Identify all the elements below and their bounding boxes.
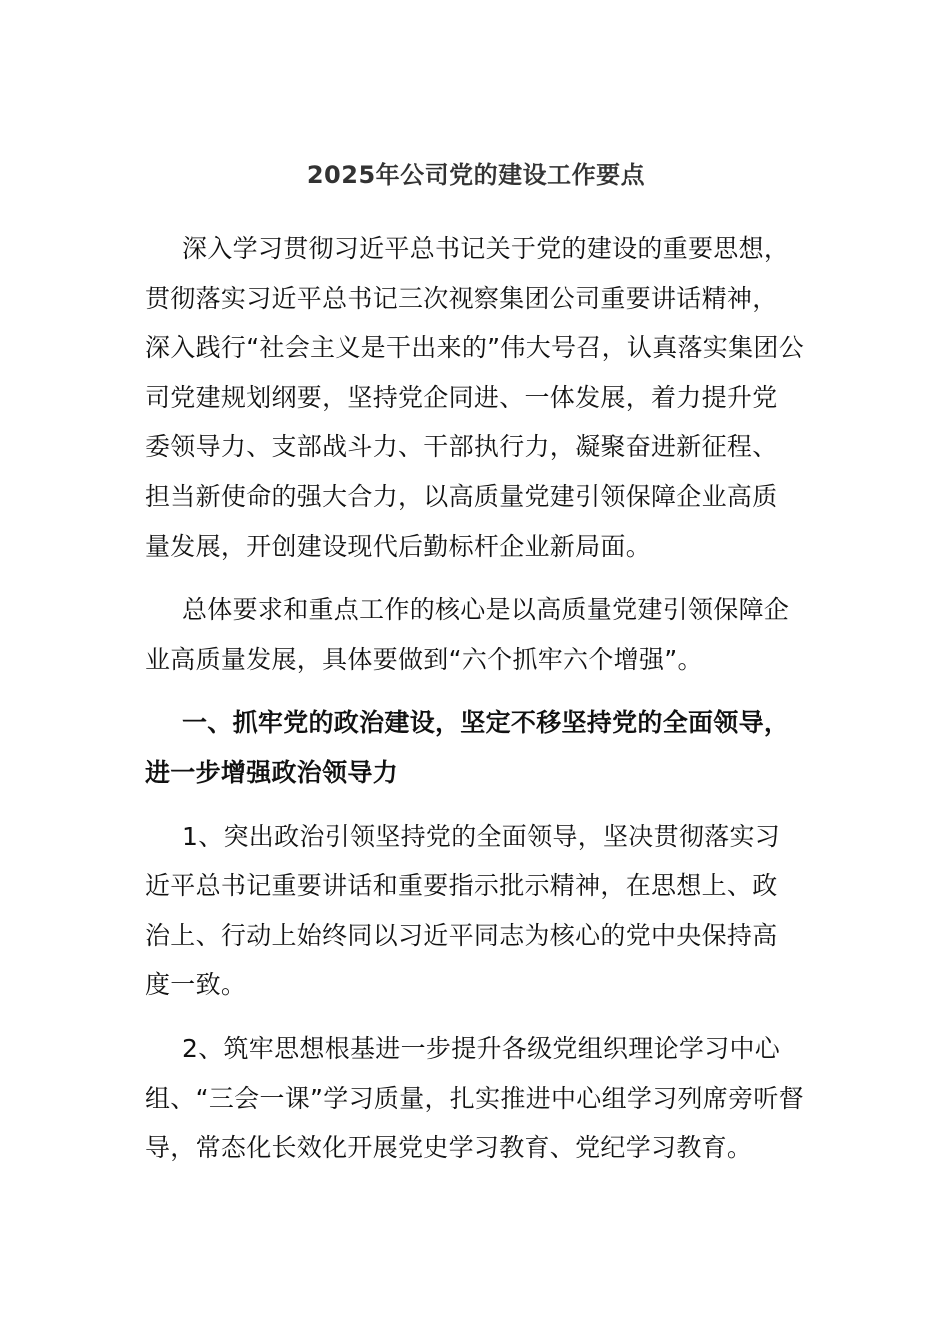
paragraph-line: 总体要求和重点工作的核心是以高质量党建引领保障企: [182, 595, 790, 625]
paragraph-line: 司党建规划纲要，坚持党企同进、一体发展，着力提升党: [145, 382, 778, 412]
paragraph-line: 1、突出政治引领坚持党的全面领导，坚决贯彻落实习: [182, 821, 781, 851]
intro-paragraph: [145, 224, 807, 571]
document-title: 2025年公司党的建设工作要点: [306, 161, 646, 189]
section-heading: [145, 698, 807, 797]
paragraph-line: 2、筑牢思想根基进一步提升各级党组织理论学习中心: [182, 1033, 781, 1063]
paragraph-line: 度一致。: [145, 970, 247, 1000]
paragraph-line: 组、“三会一课”学习质量，扎实推进中心组学习列席旁听督: [145, 1083, 805, 1113]
paragraph-line: 深入学习贯彻习近平总书记关于党的建设的重要思想，: [182, 234, 790, 263]
paragraph-line: 量发展，开创建设现代后勤标杆企业新局面。: [145, 531, 652, 561]
paragraph-line: 深入践行“社会主义是干出来的”伟大号召，认真落实集团公: [145, 333, 805, 363]
paragraph-line: 治上、行动上始终同以习近平同志为核心的党中央保持高: [145, 920, 778, 950]
paragraph-line: 近平总书记重要讲话和重要指示批示精神，在思想上、政: [145, 871, 778, 901]
summary-paragraph: [145, 585, 807, 684]
item-paragraph-2: [145, 1024, 807, 1173]
heading-line: 一、抓牢党的政治建设，坚定不移坚持党的全面领导，: [182, 708, 790, 738]
paragraph-line: 导，常态化长效化开展党史学习教育、党纪学习教育。: [145, 1133, 753, 1163]
paragraph-line: 业高质量发展，具体要做到“六个抓牢六个增强”。: [145, 644, 703, 674]
item-paragraph-1: [145, 812, 807, 1010]
heading-line: 进一步增强政治领导力: [145, 757, 399, 787]
paragraph-line: 担当新使命的强大合力，以高质量党建引领保障企业高质: [145, 481, 778, 511]
paragraph-line: 委领导力、支部战斗力、干部执行力，凝聚奋进新征程、: [145, 432, 778, 462]
document-page: [145, 150, 807, 1187]
paragraph-line: 贯彻落实习近平总书记三次视察集团公司重要讲话精神，: [145, 283, 778, 313]
